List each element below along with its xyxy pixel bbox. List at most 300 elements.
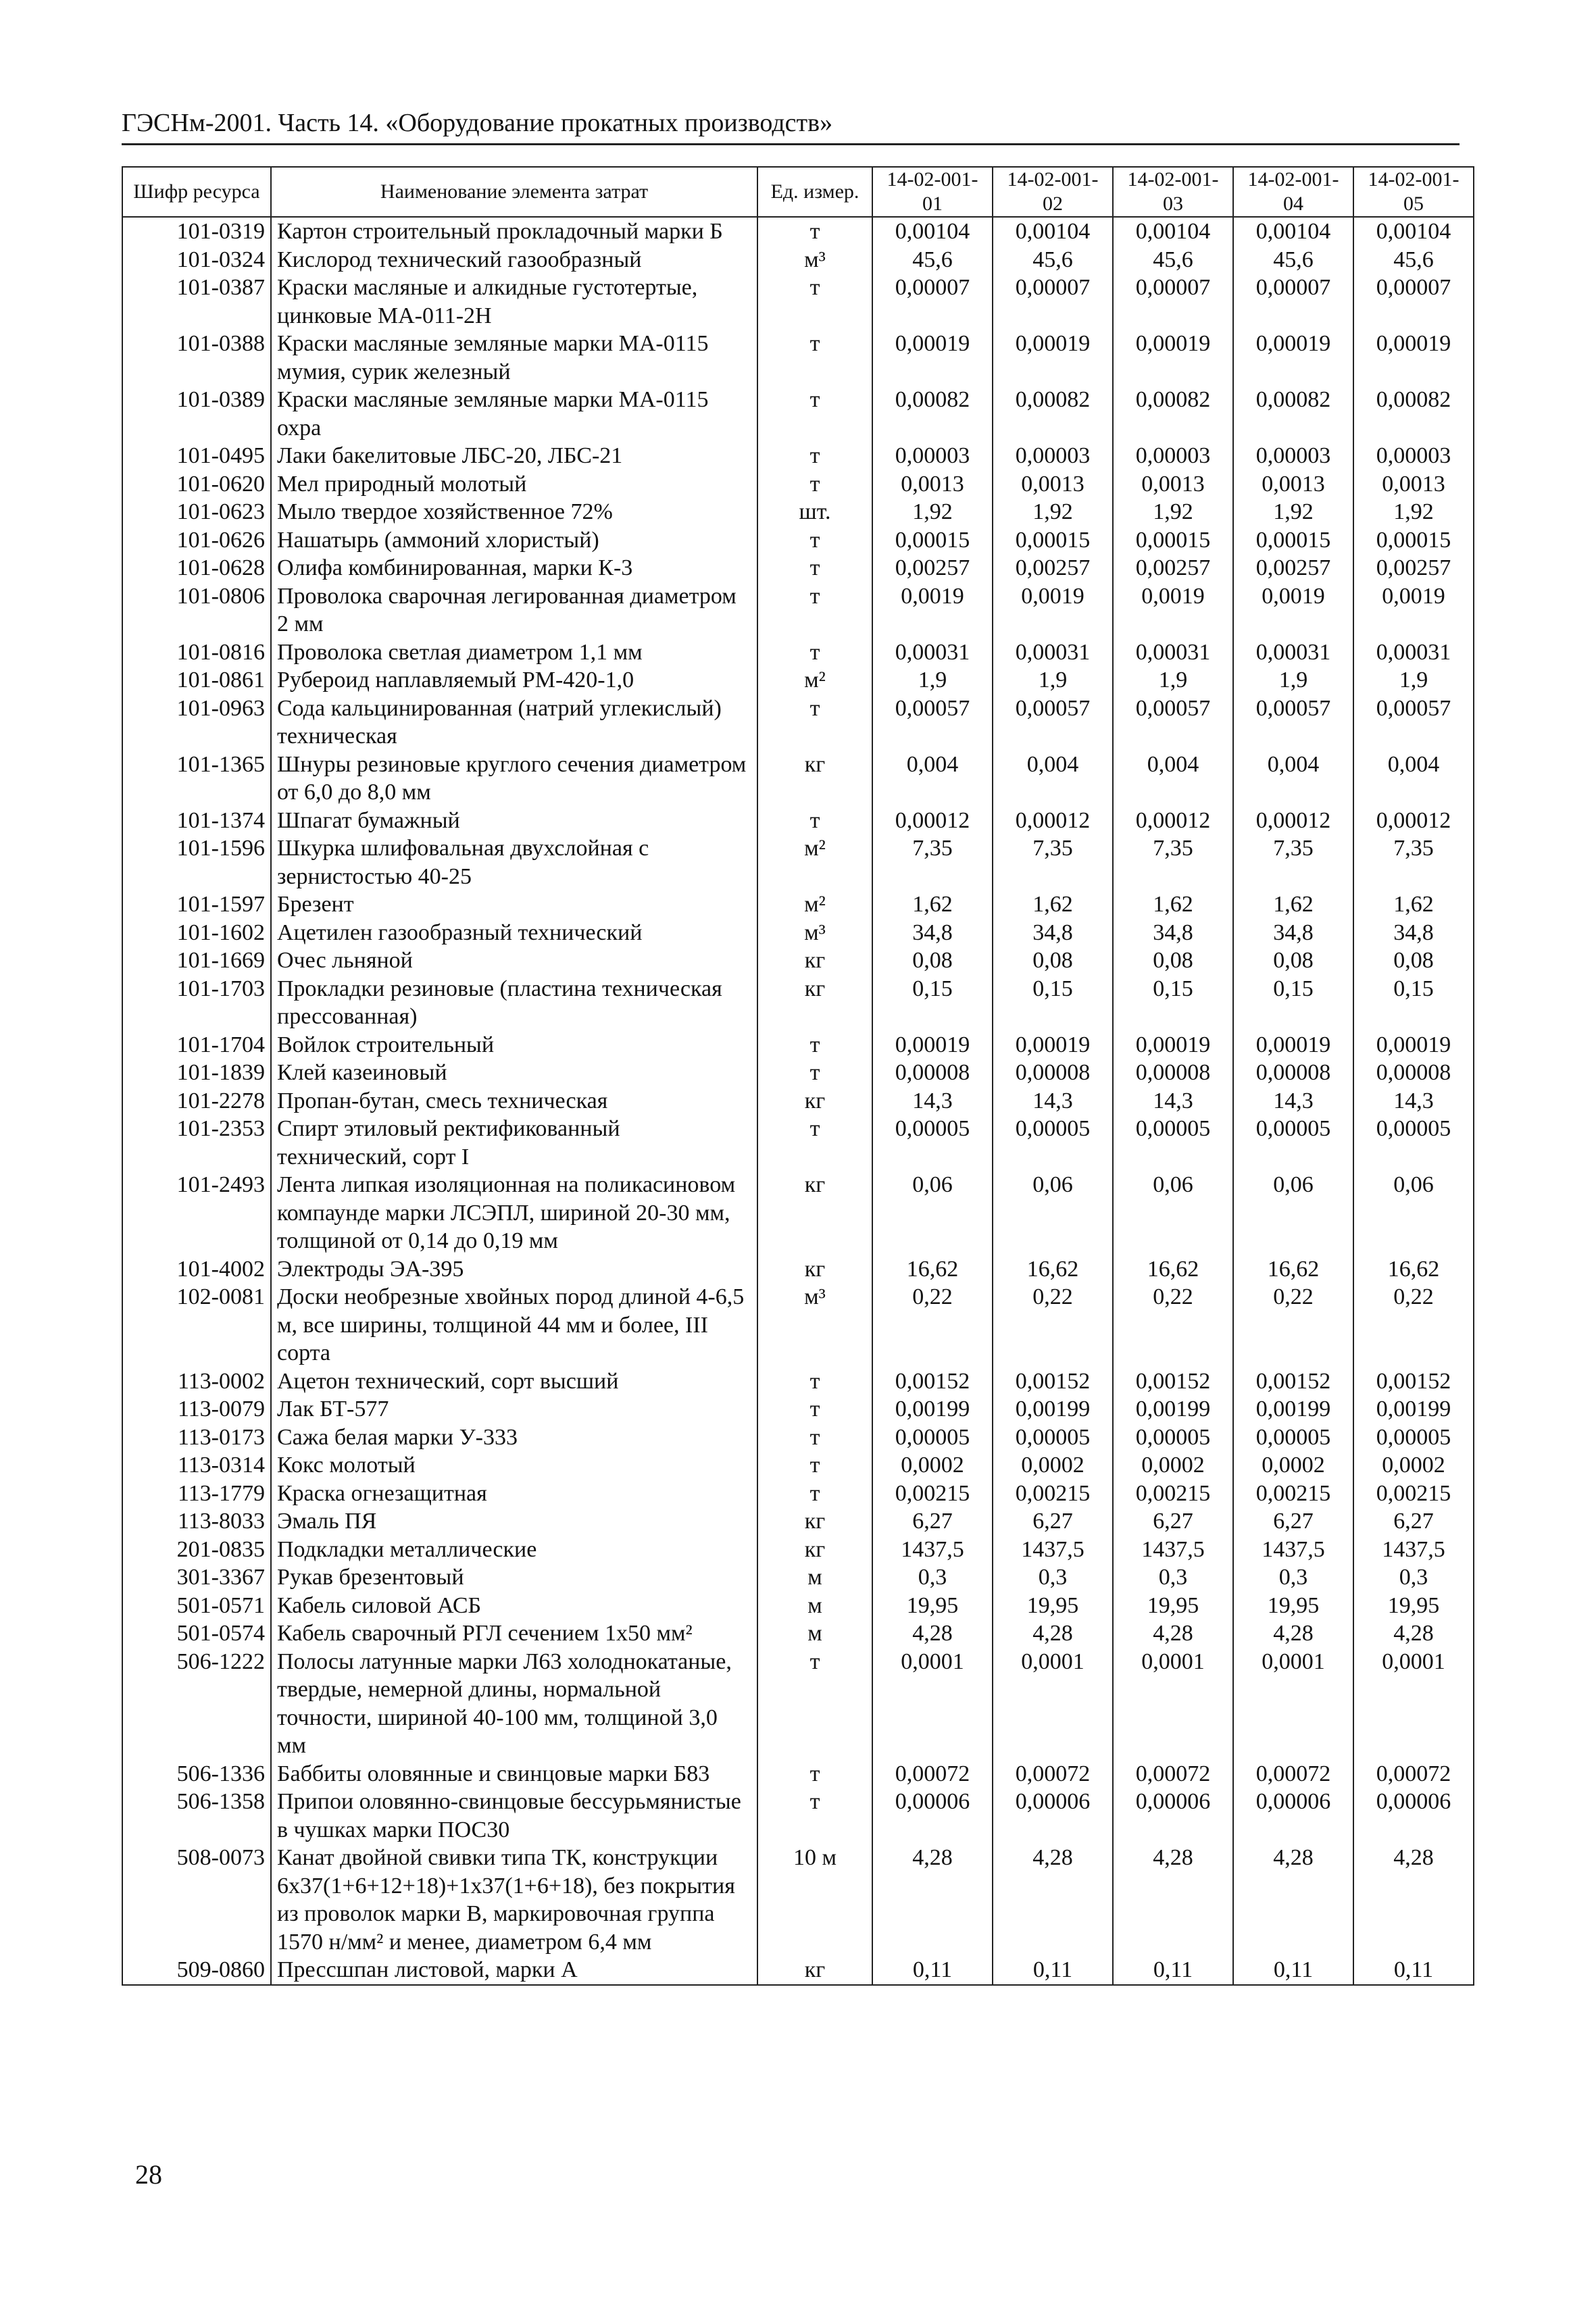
resource-unit: т (757, 217, 872, 246)
resource-code: 101-0806 (122, 582, 271, 638)
norm-value-5: 1,92 (1353, 498, 1474, 526)
resource-unit: т (757, 807, 872, 835)
table-header-row (122, 167, 1474, 217)
norm-value-1: 0,00012 (872, 807, 993, 835)
norm-value-4: 1,9 (1233, 666, 1353, 695)
resource-unit: т (757, 1059, 872, 1087)
norm-value-5: 0,0013 (1353, 470, 1474, 499)
resource-unit: м (757, 1563, 872, 1592)
resource-unit: т (757, 695, 872, 751)
resource-unit: кг (757, 947, 872, 975)
page-header: ГЭСНм-2001. Часть 14. «Оборудование прокатных производств» (122, 108, 1460, 145)
norm-value-5: 0,00057 (1353, 695, 1474, 751)
norm-value-3: 1,62 (1113, 890, 1233, 919)
resource-name: Канат двойной свивки типа ТК, конструкции 6х37(1+6+12+18)+1х37(1+6+18), без покрытия из проволок марки В, маркировочная группа 1570 н/мм² и менее, диаметром 6,4 мм (271, 1844, 757, 1956)
resource-unit: т (757, 638, 872, 667)
table-row (122, 1115, 1474, 1171)
norm-value-3: 0,00215 (1113, 1480, 1233, 1508)
norm-value-1: 4,28 (872, 1844, 993, 1956)
resource-unit: т (757, 1115, 872, 1171)
norm-value-4: 0,00072 (1233, 1760, 1353, 1788)
resource-code: 101-2493 (122, 1171, 271, 1255)
norm-value-4: 0,0019 (1233, 582, 1353, 638)
table-row (122, 1424, 1474, 1452)
norm-value-3: 0,00257 (1113, 554, 1233, 582)
norm-value-2: 0,3 (993, 1563, 1113, 1592)
norm-value-4: 0,00019 (1233, 1031, 1353, 1059)
norm-value-5: 34,8 (1353, 919, 1474, 947)
norm-value-4: 1,62 (1233, 890, 1353, 919)
table-row (122, 1507, 1474, 1536)
norm-value-1: 0,00082 (872, 386, 993, 442)
norm-value-2: 0,06 (993, 1171, 1113, 1255)
resource-unit: т (757, 1760, 872, 1788)
norm-value-1: 0,00007 (872, 274, 993, 330)
table-row (122, 1788, 1474, 1844)
norm-value-2: 19,95 (993, 1592, 1113, 1620)
norm-value-2: 16,62 (993, 1255, 1113, 1284)
table-row (122, 834, 1474, 890)
norm-value-2: 0,0013 (993, 470, 1113, 499)
resource-unit: т (757, 1424, 872, 1452)
norm-value-1: 0,00257 (872, 554, 993, 582)
resource-code: 113-0173 (122, 1424, 271, 1452)
norm-value-2: 0,00199 (993, 1395, 1113, 1424)
resource-unit: м² (757, 834, 872, 890)
norm-value-1: 19,95 (872, 1592, 993, 1620)
resource-unit: м² (757, 890, 872, 919)
norm-value-2: 0,0019 (993, 582, 1113, 638)
resource-code: 101-0319 (122, 217, 271, 246)
norm-value-1: 0,11 (872, 1956, 993, 1985)
norm-value-2: 0,11 (993, 1956, 1113, 1985)
norm-value-3: 0,0002 (1113, 1451, 1233, 1480)
table-body (122, 217, 1474, 1985)
page-number: 28 (135, 2159, 162, 2190)
norm-value-4: 19,95 (1233, 1592, 1353, 1620)
norm-value-3: 7,35 (1113, 834, 1233, 890)
norm-value-1: 0,00031 (872, 638, 993, 667)
norm-value-5: 4,28 (1353, 1844, 1474, 1956)
resource-code: 506-1358 (122, 1788, 271, 1844)
norm-value-2: 0,00104 (993, 217, 1113, 246)
norm-value-1: 1,62 (872, 890, 993, 919)
norm-value-4: 0,00019 (1233, 330, 1353, 386)
resource-unit: м² (757, 666, 872, 695)
norm-value-1: 7,35 (872, 834, 993, 890)
table-row (122, 1255, 1474, 1284)
norm-value-3: 0,00072 (1113, 1760, 1233, 1788)
norm-value-5: 0,3 (1353, 1563, 1474, 1592)
resource-name: Баббиты оловянные и свинцовые марки Б83 (271, 1760, 757, 1788)
resource-name: Рукав брезентовый (271, 1563, 757, 1592)
norm-value-3: 0,00006 (1113, 1788, 1233, 1844)
resource-unit: кг (757, 1171, 872, 1255)
norm-value-2: 34,8 (993, 919, 1113, 947)
norm-value-3: 0,0019 (1113, 582, 1233, 638)
resource-name: Шкурка шлифовальная двухслойная с зернистостью 40-25 (271, 834, 757, 890)
resource-code: 101-1703 (122, 975, 271, 1031)
norm-value-2: 0,00015 (993, 526, 1113, 555)
resource-unit: 10 м (757, 1844, 872, 1956)
norm-value-2: 0,00082 (993, 386, 1113, 442)
col-header-norm-5: 14-02-001-05 (1353, 167, 1474, 217)
resource-name: Кабель силовой АСБ (271, 1592, 757, 1620)
norm-value-5: 0,00104 (1353, 217, 1474, 246)
norm-value-1: 45,6 (872, 246, 993, 274)
norm-value-5: 0,00007 (1353, 274, 1474, 330)
resource-unit: т (757, 1648, 872, 1760)
resource-name: Проволока светлая диаметром 1,1 мм (271, 638, 757, 667)
resource-name: Нашатырь (аммоний хлористый) (271, 526, 757, 555)
table-row (122, 890, 1474, 919)
resource-unit: т (757, 1480, 872, 1508)
norm-value-3: 0,00007 (1113, 274, 1233, 330)
resource-code: 508-0073 (122, 1844, 271, 1956)
norm-value-2: 0,00007 (993, 274, 1113, 330)
resource-code: 101-1704 (122, 1031, 271, 1059)
resource-name: Очес льняной (271, 947, 757, 975)
norm-value-2: 1437,5 (993, 1536, 1113, 1564)
resource-unit: кг (757, 1536, 872, 1564)
norm-value-1: 0,00057 (872, 695, 993, 751)
resource-table (122, 166, 1474, 1986)
resource-unit: т (757, 274, 872, 330)
resource-name: Краски масляные земляные марки МА-0115 мумия, сурик железный (271, 330, 757, 386)
resource-code: 101-1365 (122, 751, 271, 807)
norm-value-5: 0,00031 (1353, 638, 1474, 667)
norm-value-2: 45,6 (993, 246, 1113, 274)
table-row (122, 1536, 1474, 1564)
norm-value-1: 6,27 (872, 1507, 993, 1536)
table-row (122, 1031, 1474, 1059)
norm-value-5: 45,6 (1353, 246, 1474, 274)
resource-unit: м (757, 1592, 872, 1620)
resource-code: 101-0620 (122, 470, 271, 499)
resource-name: Ацетон технический, сорт высший (271, 1367, 757, 1396)
resource-code: 506-1222 (122, 1648, 271, 1760)
resource-name: Олифа комбинированная, марки К-3 (271, 554, 757, 582)
table-row (122, 947, 1474, 975)
resource-unit: шт. (757, 498, 872, 526)
norm-value-5: 0,00019 (1353, 1031, 1474, 1059)
resource-name: Брезент (271, 890, 757, 919)
norm-value-3: 0,00104 (1113, 217, 1233, 246)
norm-value-3: 0,00057 (1113, 695, 1233, 751)
norm-value-5: 16,62 (1353, 1255, 1474, 1284)
resource-unit: т (757, 1031, 872, 1059)
norm-value-4: 6,27 (1233, 1507, 1353, 1536)
resource-name: Войлок строительный (271, 1031, 757, 1059)
norm-value-4: 0,00015 (1233, 526, 1353, 555)
resource-code: 101-1374 (122, 807, 271, 835)
resource-code: 101-0495 (122, 442, 271, 470)
norm-value-5: 0,00199 (1353, 1395, 1474, 1424)
col-header-norm-2: 14-02-001-02 (993, 167, 1113, 217)
resource-name: Кабель сварочный РГЛ сечением 1х50 мм² (271, 1619, 757, 1648)
resource-code: 101-0623 (122, 498, 271, 526)
norm-value-4: 0,00007 (1233, 274, 1353, 330)
norm-value-2: 0,0001 (993, 1648, 1113, 1760)
norm-value-3: 16,62 (1113, 1255, 1233, 1284)
norm-value-5: 0,00082 (1353, 386, 1474, 442)
norm-value-1: 1,92 (872, 498, 993, 526)
resource-name: Картон строительный прокладочный марки Б (271, 217, 757, 246)
norm-value-1: 0,3 (872, 1563, 993, 1592)
resource-code: 101-0388 (122, 330, 271, 386)
table-row (122, 1844, 1474, 1956)
resource-code: 101-1597 (122, 890, 271, 919)
resource-name: Кокс молотый (271, 1451, 757, 1480)
norm-value-5: 0,00012 (1353, 807, 1474, 835)
norm-value-3: 19,95 (1113, 1592, 1233, 1620)
norm-value-2: 6,27 (993, 1507, 1113, 1536)
norm-value-3: 0,00031 (1113, 638, 1233, 667)
norm-value-2: 1,92 (993, 498, 1113, 526)
norm-value-5: 1,9 (1353, 666, 1474, 695)
norm-value-1: 0,0019 (872, 582, 993, 638)
resource-code: 501-0574 (122, 1619, 271, 1648)
resource-code: 101-0628 (122, 554, 271, 582)
resource-name: Доски необрезные хвойных пород длиной 4-6,5 м, все ширины, толщиной 44 мм и более, III сорта (271, 1283, 757, 1367)
norm-value-5: 0,06 (1353, 1171, 1474, 1255)
resource-code: 113-0002 (122, 1367, 271, 1396)
norm-value-3: 4,28 (1113, 1619, 1233, 1648)
norm-value-3: 0,15 (1113, 975, 1233, 1031)
norm-value-4: 1437,5 (1233, 1536, 1353, 1564)
norm-value-1: 0,00199 (872, 1395, 993, 1424)
resource-unit: т (757, 1788, 872, 1844)
col-header-name: Наименование элемента затрат (271, 167, 757, 217)
table-row (122, 1648, 1474, 1760)
norm-value-3: 0,00082 (1113, 386, 1233, 442)
norm-value-5: 0,00072 (1353, 1760, 1474, 1788)
norm-value-4: 0,00082 (1233, 386, 1353, 442)
norm-value-4: 0,00199 (1233, 1395, 1353, 1424)
resource-unit: кг (757, 1255, 872, 1284)
norm-value-1: 0,06 (872, 1171, 993, 1255)
table-row (122, 246, 1474, 274)
norm-value-4: 0,00005 (1233, 1115, 1353, 1171)
norm-value-3: 0,11 (1113, 1956, 1233, 1985)
norm-value-1: 0,00015 (872, 526, 993, 555)
resource-code: 101-0387 (122, 274, 271, 330)
norm-value-3: 1,92 (1113, 498, 1233, 526)
resource-code: 101-0963 (122, 695, 271, 751)
resource-name: Лента липкая изоляционная на поликасиновом компаунде марки ЛСЭПЛ, шириной 20-30 мм, толщиной от 0,14 до 0,19 мм (271, 1171, 757, 1255)
norm-value-3: 0,00152 (1113, 1367, 1233, 1396)
table-row (122, 442, 1474, 470)
table-row (122, 217, 1474, 246)
norm-value-1: 0,00215 (872, 1480, 993, 1508)
norm-value-4: 45,6 (1233, 246, 1353, 274)
norm-value-5: 1437,5 (1353, 1536, 1474, 1564)
norm-value-3: 0,00008 (1113, 1059, 1233, 1087)
resource-unit: кг (757, 975, 872, 1031)
resource-unit: кг (757, 1507, 872, 1536)
resource-code: 506-1336 (122, 1760, 271, 1788)
resource-name: Подкладки металлические (271, 1536, 757, 1564)
norm-value-1: 34,8 (872, 919, 993, 947)
norm-value-2: 1,9 (993, 666, 1113, 695)
resource-code: 113-0314 (122, 1451, 271, 1480)
norm-value-3: 0,00005 (1113, 1424, 1233, 1452)
table-row (122, 1619, 1474, 1648)
norm-value-3: 0,22 (1113, 1283, 1233, 1367)
norm-value-4: 0,00031 (1233, 638, 1353, 667)
resource-code: 101-0816 (122, 638, 271, 667)
norm-value-4: 0,11 (1233, 1956, 1353, 1985)
norm-value-3: 0,00015 (1113, 526, 1233, 555)
resource-code: 509-0860 (122, 1956, 271, 1985)
norm-value-4: 0,00012 (1233, 807, 1353, 835)
resource-unit: т (757, 1395, 872, 1424)
resource-code: 101-4002 (122, 1255, 271, 1284)
resource-name: Сажа белая марки У-333 (271, 1424, 757, 1452)
norm-value-3: 0,0013 (1113, 470, 1233, 499)
table-row (122, 1760, 1474, 1788)
resource-unit: т (757, 1367, 872, 1396)
resource-unit: м³ (757, 246, 872, 274)
table-row (122, 638, 1474, 667)
norm-value-5: 0,08 (1353, 947, 1474, 975)
resource-name: Лак БТ-577 (271, 1395, 757, 1424)
norm-value-4: 0,004 (1233, 751, 1353, 807)
resource-code: 101-1602 (122, 919, 271, 947)
resource-name: Полосы латунные марки Л63 холоднокатаные, твердые, немерной длины, нормальной точности, шириной 40-100 мм, толщиной 3,0 мм (271, 1648, 757, 1760)
table-row (122, 526, 1474, 555)
table-row (122, 1480, 1474, 1508)
norm-value-1: 0,00005 (872, 1115, 993, 1171)
norm-value-2: 0,00072 (993, 1760, 1113, 1788)
norm-value-2: 0,00005 (993, 1115, 1113, 1171)
table-row (122, 695, 1474, 751)
norm-value-3: 0,00003 (1113, 442, 1233, 470)
table-row (122, 1367, 1474, 1396)
resource-code: 101-1596 (122, 834, 271, 890)
resource-name: Шпагат бумажный (271, 807, 757, 835)
norm-value-4: 0,15 (1233, 975, 1353, 1031)
norm-value-4: 16,62 (1233, 1255, 1353, 1284)
norm-value-1: 0,00003 (872, 442, 993, 470)
norm-value-1: 0,22 (872, 1283, 993, 1367)
norm-value-5: 0,00005 (1353, 1115, 1474, 1171)
norm-value-2: 0,00008 (993, 1059, 1113, 1087)
table-row (122, 1059, 1474, 1087)
table-row (122, 386, 1474, 442)
resource-unit: м³ (757, 1283, 872, 1367)
resource-code: 113-0079 (122, 1395, 271, 1424)
norm-value-1: 1437,5 (872, 1536, 993, 1564)
norm-value-2: 0,00057 (993, 695, 1113, 751)
resource-code: 101-0389 (122, 386, 271, 442)
resource-name: Лаки бакелитовые ЛБС-20, ЛБС-21 (271, 442, 757, 470)
resource-unit: т (757, 330, 872, 386)
norm-value-5: 0,00008 (1353, 1059, 1474, 1087)
table-row (122, 582, 1474, 638)
norm-value-2: 0,00215 (993, 1480, 1113, 1508)
table-row (122, 919, 1474, 947)
resource-code: 101-1839 (122, 1059, 271, 1087)
norm-value-1: 1,9 (872, 666, 993, 695)
norm-value-5: 0,0002 (1353, 1451, 1474, 1480)
norm-value-4: 7,35 (1233, 834, 1353, 890)
norm-value-5: 0,00005 (1353, 1424, 1474, 1452)
table-row (122, 1395, 1474, 1424)
table-row (122, 1171, 1474, 1255)
resource-unit: т (757, 470, 872, 499)
table-row (122, 274, 1474, 330)
norm-value-4: 0,00005 (1233, 1424, 1353, 1452)
table-row (122, 975, 1474, 1031)
col-header-norm-4: 14-02-001-04 (1233, 167, 1353, 217)
norm-value-5: 0,11 (1353, 1956, 1474, 1985)
resource-name: Клей казеиновый (271, 1059, 757, 1087)
table-row (122, 751, 1474, 807)
norm-value-2: 4,28 (993, 1844, 1113, 1956)
norm-value-4: 0,00215 (1233, 1480, 1353, 1508)
norm-value-5: 0,00152 (1353, 1367, 1474, 1396)
resource-code: 113-8033 (122, 1507, 271, 1536)
table-row (122, 1451, 1474, 1480)
norm-value-1: 0,15 (872, 975, 993, 1031)
norm-value-1: 0,00005 (872, 1424, 993, 1452)
col-header-code: Шифр ресурса (122, 167, 271, 217)
norm-value-2: 0,22 (993, 1283, 1113, 1367)
norm-value-4: 0,00057 (1233, 695, 1353, 751)
norm-value-5: 0,15 (1353, 975, 1474, 1031)
norm-value-3: 6,27 (1113, 1507, 1233, 1536)
norm-value-5: 1,62 (1353, 890, 1474, 919)
norm-value-4: 0,0013 (1233, 470, 1353, 499)
norm-value-3: 0,00019 (1113, 330, 1233, 386)
resource-code: 101-2353 (122, 1115, 271, 1171)
resource-code: 301-3367 (122, 1563, 271, 1592)
resource-name: Краски масляные и алкидные густотертые, цинковые МА-011-2Н (271, 274, 757, 330)
norm-value-5: 19,95 (1353, 1592, 1474, 1620)
resource-name: Шнуры резиновые круглого сечения диаметром от 6,0 до 8,0 мм (271, 751, 757, 807)
norm-value-1: 0,00152 (872, 1367, 993, 1396)
resource-name: Мел природный молотый (271, 470, 757, 499)
norm-value-2: 0,00031 (993, 638, 1113, 667)
norm-value-5: 0,00015 (1353, 526, 1474, 555)
norm-value-1: 0,00008 (872, 1059, 993, 1087)
resource-code: 101-2278 (122, 1087, 271, 1115)
norm-value-5: 0,22 (1353, 1283, 1474, 1367)
col-header-norm-1: 14-02-001-01 (872, 167, 993, 217)
resource-unit: т (757, 442, 872, 470)
resource-name: Спирт этиловый ректификованный технический, сорт I (271, 1115, 757, 1171)
norm-value-4: 0,08 (1233, 947, 1353, 975)
resource-code: 101-0626 (122, 526, 271, 555)
resource-name: Рубероид наплавляемый РМ-420-1,0 (271, 666, 757, 695)
norm-value-3: 45,6 (1113, 246, 1233, 274)
resource-unit: т (757, 582, 872, 638)
table-row (122, 330, 1474, 386)
norm-value-3: 0,00012 (1113, 807, 1233, 835)
norm-value-2: 0,00019 (993, 1031, 1113, 1059)
norm-value-5: 0,0019 (1353, 582, 1474, 638)
norm-value-2: 0,15 (993, 975, 1113, 1031)
norm-value-2: 0,00012 (993, 807, 1113, 835)
norm-value-1: 0,00019 (872, 1031, 993, 1059)
norm-value-4: 0,00008 (1233, 1059, 1353, 1087)
norm-value-4: 0,06 (1233, 1171, 1353, 1255)
norm-value-4: 4,28 (1233, 1844, 1353, 1956)
norm-value-2: 0,00152 (993, 1367, 1113, 1396)
norm-value-4: 0,22 (1233, 1283, 1353, 1367)
resource-name: Прессшпан листовой, марки А (271, 1956, 757, 1985)
